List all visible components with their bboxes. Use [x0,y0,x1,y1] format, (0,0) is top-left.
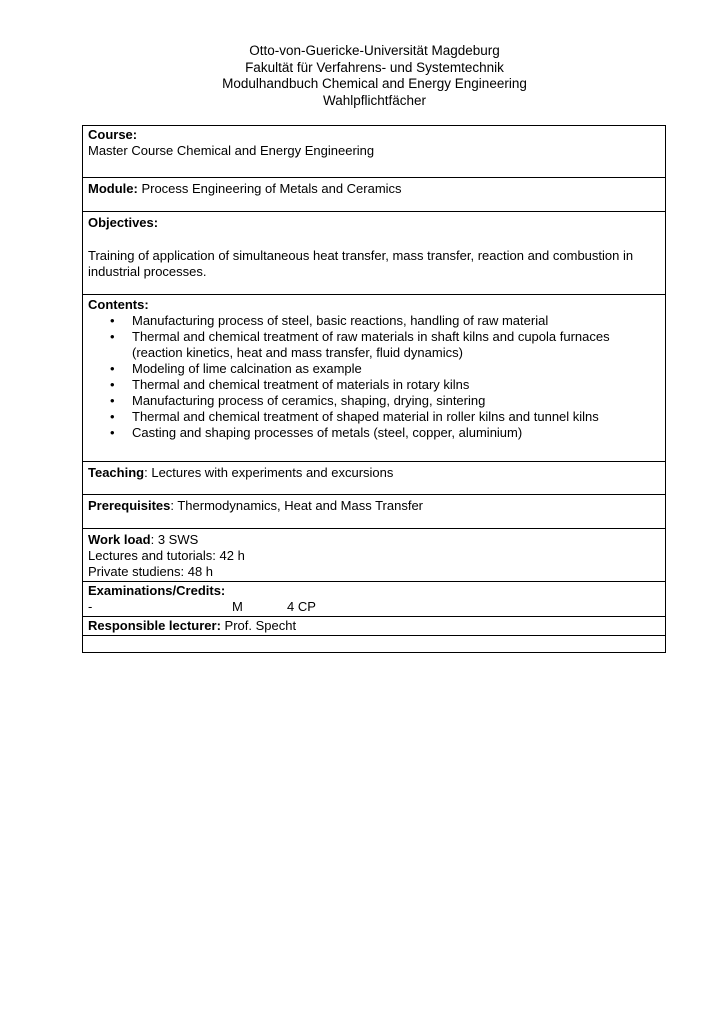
lecturer-label: Responsible lecturer: [88,618,221,633]
lecturer-value: Prof. Specht [220,618,297,633]
prerequisites-label: Prerequisites [88,498,171,513]
workload-private: Private studiens: 48 h [88,564,214,579]
course-label: Course: [88,127,138,142]
contents-list [88,313,661,441]
objectives-text: Training of application of simultaneous heat transfer, mass transfer, reaction and combustion in industrial processes. [88,248,634,279]
examinations-row [83,582,666,617]
workload-row [83,529,666,582]
contents-row [83,295,666,462]
workload-lectures: Lectures and tutorials: 42 h [88,548,245,563]
module-table [82,125,666,653]
exam-mode: M [232,599,243,614]
prerequisites-row [83,495,666,529]
elective-label: Wahlpflichtfächer [322,92,427,108]
workload-label: Work load [88,532,151,547]
list-item: • Manufacturing process of steel, basic reactions, handling of raw material [88,313,661,329]
list-item: • Modeling of lime calcination as example [88,361,661,377]
module-value: Process Engineering of Metals and Ceramics [137,181,402,196]
module-label: Module: [88,181,138,196]
list-item: • Casting and shaping processes of metals (steel, copper, aluminium) [88,425,661,441]
list-item: • Thermal and chemical treatment of materials in rotary kilns [88,377,661,393]
course-row [83,126,666,178]
workload-value: : 3 SWS [150,532,199,547]
course-value: Master Course Chemical and Energy Engineering [88,143,375,158]
teaching-row [83,462,666,495]
list-item: • Thermal and chemical treatment of raw materials in shaft kilns and cupola furnaces (reaction kinetics, heat and mass transfer, fluid dynamics) [88,329,661,361]
module-row [83,178,666,212]
list-item: • Thermal and chemical treatment of shaped material in roller kilns and tunnel kilns [88,409,661,425]
objectives-label: Objectives: [88,215,159,230]
exam-credits: 4 CP [287,599,316,614]
lecturer-row [83,617,666,636]
handbook-title: Modulhandbuch Chemical and Energy Engineering [222,76,527,91]
university-name: Otto-von-Guericke-Universität Magdeburg [249,43,500,58]
contents-label: Contents: [88,297,149,312]
document-header [82,43,667,109]
objectives-row [83,212,666,295]
exam-type: - [88,599,93,614]
list-item: • Manufacturing process of ceramics, shaping, drying, sintering [88,393,661,409]
prerequisites-value: : Thermodynamics, Heat and Mass Transfer [170,498,424,513]
teaching-label: Teaching [88,465,145,480]
teaching-value: : Lectures with experiments and excursions [144,465,394,480]
faculty-name: Fakultät für Verfahrens- und Systemtechnik [245,59,504,75]
empty-row [83,636,666,653]
examinations-label: Examinations/Credits: [88,583,226,598]
